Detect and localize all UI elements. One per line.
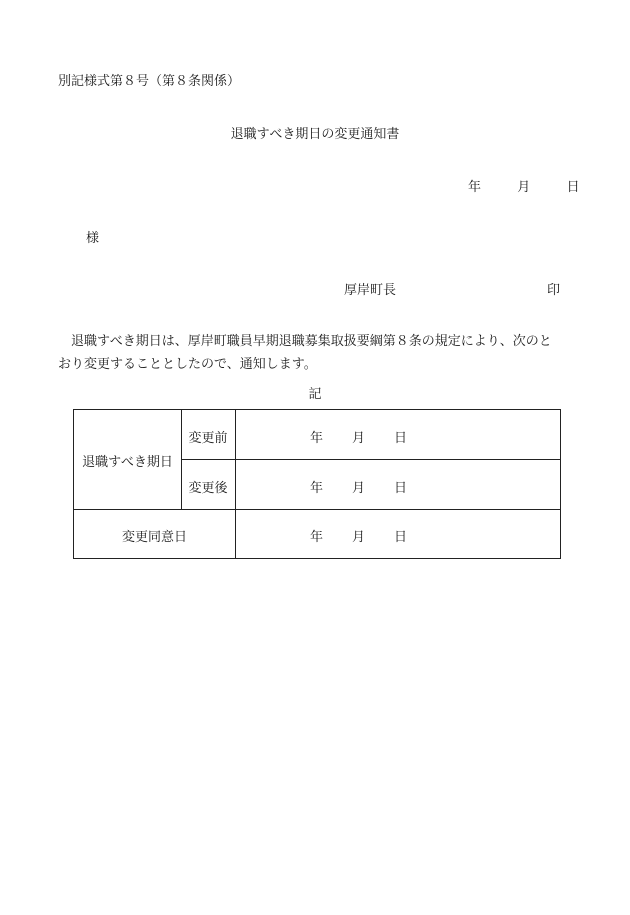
date-year-label: 年: [468, 180, 482, 195]
body-line-1: 退職すべき期日は、厚岸町職員早期退職募集取扱要綱第８条の規定により、次のと: [71, 334, 552, 349]
sender-title: 厚岸町長: [344, 283, 397, 298]
table-group-label: 退職すべき期日: [82, 455, 173, 470]
row-month-label: 月: [352, 431, 366, 446]
row-label-after: 変更後: [188, 481, 228, 496]
table-divider: [181, 459, 561, 460]
addressee-honorific: 様: [86, 231, 100, 246]
table-divider: [74, 509, 560, 510]
date-month-label: 月: [517, 180, 531, 195]
consent-day-label: 日: [394, 530, 408, 545]
row-date-before: [310, 427, 407, 446]
consent-year-label: 年: [310, 530, 324, 545]
consent-month-label: 月: [352, 530, 366, 545]
date-day-label: 日: [566, 180, 580, 195]
ki-heading: 記: [308, 387, 322, 402]
body-paragraph: [58, 330, 578, 376]
document-title: 退職すべき期日の変更通知書: [230, 127, 400, 142]
row-month-label: 月: [352, 481, 366, 496]
row-day-label: 日: [394, 481, 408, 496]
issue-date: [468, 176, 580, 195]
consent-date: [310, 526, 407, 545]
row-day-label: 日: [394, 431, 408, 446]
date-change-table: [73, 409, 561, 559]
row-year-label: 年: [310, 481, 324, 496]
form-number: 別記様式第８号（第８条関係）: [58, 74, 241, 89]
table-divider: [235, 410, 236, 558]
seal-mark: 印: [547, 283, 561, 298]
body-line-2: おり変更することとしたので、通知します。: [58, 357, 317, 372]
consent-date-label: 変更同意日: [121, 530, 187, 545]
row-year-label: 年: [310, 431, 324, 446]
row-label-before: 変更前: [188, 431, 228, 446]
row-date-after: [310, 477, 407, 496]
